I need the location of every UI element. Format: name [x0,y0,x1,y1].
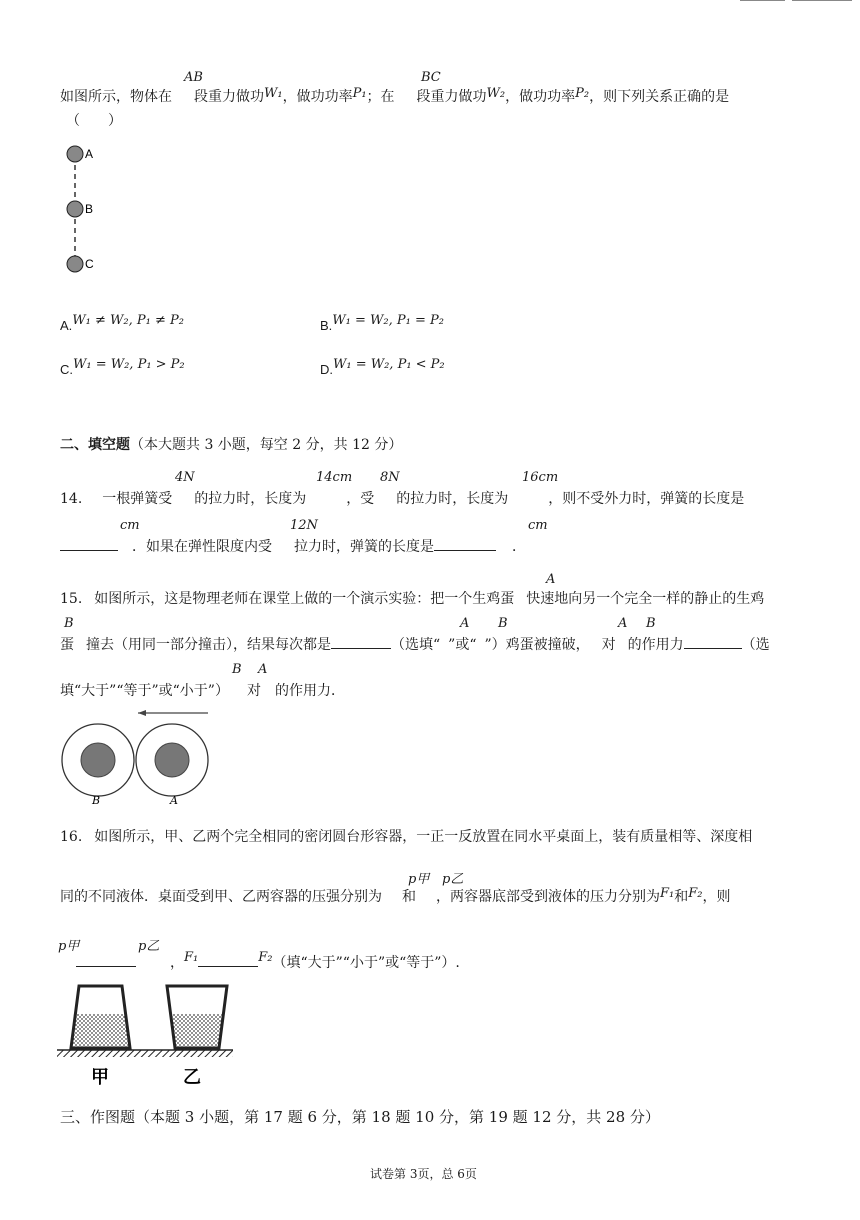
q16-line2 [60,886,730,906]
q15-text: （选 [741,637,770,653]
q14-text: ，受 [346,491,375,507]
q15-figure [58,708,218,808]
q15-text: 的作用力 [627,637,684,653]
label-b: B [85,202,94,216]
q15-egg-b-1: B [64,616,74,631]
q16-figure [55,980,245,1090]
q14-unit-1: cm [120,518,140,533]
q14-value-4n: 4N [175,470,195,485]
q16-line3 [76,952,460,972]
q16-num: 16. [60,829,83,845]
q15-egg-a-2: A [460,616,470,631]
q16-text: （填“大于”“小于”或“等于”）. [272,955,460,971]
ball-c [67,256,83,272]
q14-text: 的拉力时，长度为 [396,491,509,507]
header-rule-right [792,0,852,1]
q13-text: 段重力做功 [194,89,264,105]
q15-egg-a-3: A [618,616,628,631]
label-jia: 甲 [91,1067,109,1088]
q14-text: 拉力时，弹簧的长度是 [294,539,434,555]
q13-text: ，做功功率 [282,89,353,105]
ball-a [67,146,83,162]
q13-stem-line1 [60,86,729,106]
liquid-jia [71,1014,130,1048]
q15-text: ”）鸡蛋被撞破， [484,637,590,653]
q15-text: 填“大于”“等于”或“小于”） [60,683,229,699]
q13-figure [60,140,110,280]
q15-line3 [60,680,345,700]
q16-text: ， [170,955,184,971]
q14-value-16cm: 16cm [522,470,559,485]
fig-label-a: A [170,794,178,807]
section-2-title: 二、填空题 [60,437,130,453]
q13-p1: P₁ [352,86,367,101]
q14-text: 一根弹簧受 [102,491,173,507]
q15-egg-a-1: A [546,572,556,587]
q14-line1 [60,488,744,508]
q15-egg-b-3: B [646,616,656,631]
q14-value-12n: 12N [290,518,318,533]
q15-text: （选填“ [391,637,441,653]
q16-p-jia-2: p甲 [58,939,80,954]
liquid-yi [171,1014,223,1048]
q13-ab-label: AB [184,70,203,85]
label-a: A [85,147,94,161]
section-2-desc: （本大题共 3 小题，每空 2 分，共 12 分） [130,437,403,453]
q16-text: 如图所示，甲、乙两个完全相同的密闭圆台形容器，一正一反放置在同水平桌面上，装有质量相等、深度相 [94,829,753,845]
egg-a-yolk [155,743,189,777]
q16-text: 和 [674,889,689,905]
q15-blank-2[interactable] [684,634,742,649]
q13-text: ；在 [366,89,395,105]
egg-b-yolk [81,743,115,777]
option-b-text: W₁ = W₂, P₁ = P₂ [332,313,444,328]
q15-text: 快速地向另一个完全一样的静止的生鸡 [526,591,765,607]
q16-text: ，两容器底部受到液体的压力分别为 [436,889,660,905]
q16-f1-b: F₁ [184,950,199,965]
q16-p-yi: p乙 [442,872,464,887]
q14-line2 [60,536,526,556]
q15-text: 撞去（用同一部分撞击），结果每次都是 [86,637,331,653]
q13-w1: W₁ [264,86,283,101]
q13-option-d[interactable] [320,356,445,377]
q13-option-c[interactable] [60,356,185,377]
q13-text: 如图所示，物体在 [60,89,172,105]
page-footer: 试卷第 3页，总 6页 [370,1167,477,1181]
q16-text: ，则 [702,889,731,905]
table-surface [57,1050,233,1057]
label-yi: 乙 [183,1067,201,1088]
option-d-letter: D. [320,362,333,377]
q14-text: ，则不受外力时，弹簧的长度是 [548,491,745,507]
q13-option-a[interactable] [60,312,184,333]
q14-text: ．如果在弹性限度内受 [132,539,272,555]
q13-w2: W₂ [486,86,506,101]
q15-line1 [60,588,764,608]
q16-p-jia: p甲 [408,872,430,887]
q16-text: 和 [402,889,416,905]
q15-text: 蛋 [60,637,74,653]
q14-blank-2[interactable] [434,536,496,551]
q14-num: 14. [60,491,83,507]
q16-line1 [60,826,752,846]
q14-text: 的拉力时，长度为 [194,491,307,507]
q15-text: 对 [246,683,261,699]
q13-bc-label: BC [421,70,441,85]
q15-text: 的作用力． [274,683,345,699]
option-b-letter: B. [320,318,333,333]
q15-egg-a-4: A [258,662,268,677]
q16-f2: F₂ [688,886,703,901]
option-c-text: W₁ = W₂, P₁ > P₂ [73,357,185,372]
q16-blank-2[interactable] [198,952,258,967]
q15-text: ”或“ [448,637,477,653]
q14-blank-1[interactable] [60,536,118,551]
q16-blank-1[interactable] [76,952,136,967]
q15-blank-1[interactable] [331,634,391,649]
q16-p-yi-2: p乙 [138,939,160,954]
arrow-head-icon [138,710,146,716]
q16-text: 同的不同液体．桌面受到甲、乙两容器的压强分别为 [60,889,382,905]
option-a-text: W₁ ≠ W₂, P₁ ≠ P₂ [72,313,184,328]
q14-text: ． [512,539,526,555]
q14-unit-2: cm [528,518,548,533]
section-3-header: 三、作图题（本题 3 小题，第 17 题 6 分，第 18 题 10 分，第 19 题 12 分，共 28 分） [60,1108,660,1126]
q13-option-b[interactable] [320,312,444,333]
q15-egg-b-2: B [498,616,508,631]
header-rule-left [740,0,785,1]
option-c-letter: C. [60,362,73,377]
q15-num: 15. [60,591,83,607]
q13-answer-paren: （ ） [66,113,122,129]
q16-f1: F₁ [660,886,675,901]
q16-f2-b: F₂ [258,950,273,965]
q15-text: 如图所示，这是物理老师在课堂上做的一个演示实验：把一个生鸡蛋 [94,591,515,607]
section-2-header [60,434,402,454]
option-a-letter: A. [60,318,73,333]
q13-p2: P₂ [575,86,590,101]
ball-b [67,201,83,217]
q14-value-14cm: 14cm [316,470,353,485]
q13-text: 段重力做功 [416,89,487,105]
q15-text: 对 [601,637,616,653]
q13-text: ，则下列关系正确的是 [589,89,730,105]
fig-label-b: B [92,794,101,807]
label-c: C [85,257,94,271]
option-d-text: W₁ = W₂, P₁ < P₂ [333,357,445,372]
q15-egg-b-4: B [232,662,242,677]
q15-line2 [60,634,770,654]
q13-text: ，做功功率 [505,89,576,105]
q14-value-8n: 8N [380,470,400,485]
